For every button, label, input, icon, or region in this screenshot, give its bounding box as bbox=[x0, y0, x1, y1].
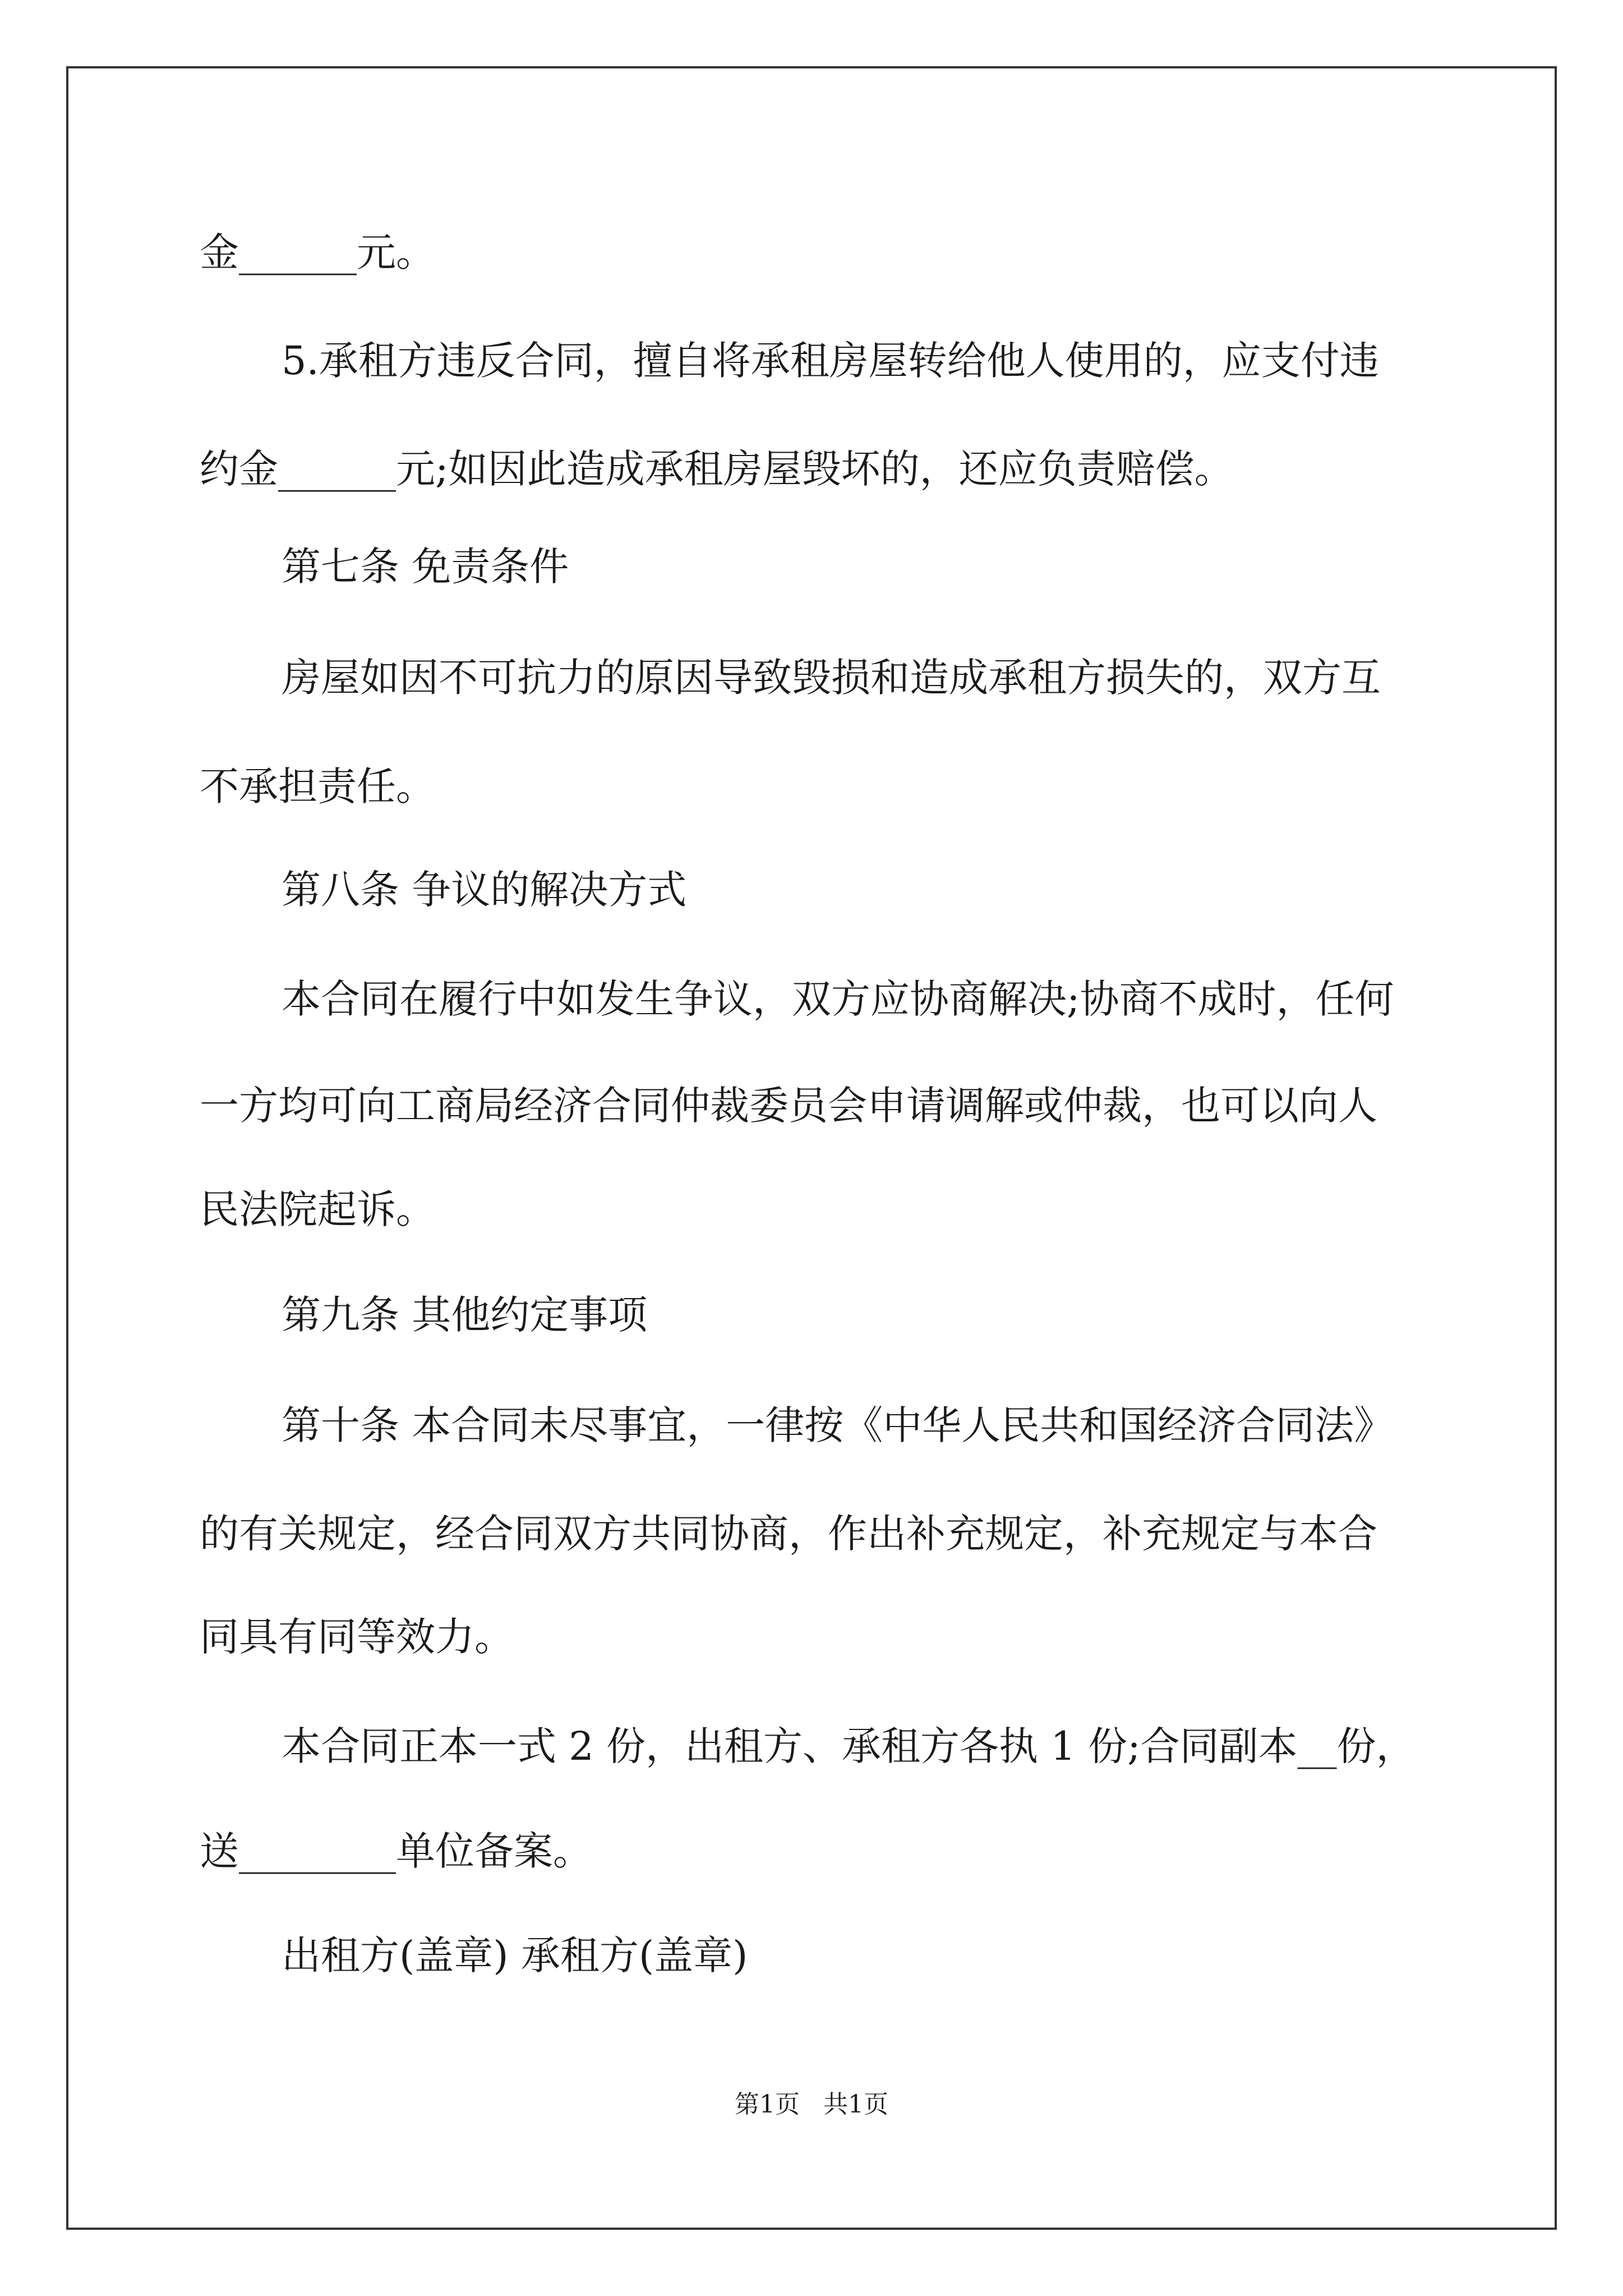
text-line: 约金______元;如因此造成承租房屋毁坏的，还应负责赔偿。 bbox=[200, 446, 1234, 492]
section-heading: 第七条 免责条件 bbox=[282, 544, 569, 590]
text-line: 一方均可向工商局经济合同仲裁委员会申请调解或仲裁，也可以向人 bbox=[200, 1083, 1377, 1129]
text-line: 本合同在履行中如发生争议，双方应协商解决;协商不成时，任何 bbox=[282, 976, 1394, 1022]
text-line: 5.承租方违反合同，擅自将承租房屋转给他人使用的，应支付违 bbox=[282, 338, 1379, 384]
text-line: 不承担责任。 bbox=[200, 763, 435, 809]
text-line: 同具有同等效力。 bbox=[200, 1614, 514, 1660]
signature-line: 出租方(盖章) 承租方(盖章) bbox=[282, 1932, 748, 1978]
page-footer: 第1页 共1页 bbox=[735, 2090, 888, 2119]
text-line: 送________单位备案。 bbox=[200, 1828, 592, 1874]
text-line: 的有关规定，经合同双方共同协商，作出补充规定，补充规定与本合 bbox=[200, 1511, 1377, 1557]
text-line: 第十条 本合同未尽事宜，一律按《中华人民共和国经济合同法》 bbox=[282, 1402, 1394, 1448]
text-line: 民法院起诉。 bbox=[200, 1186, 435, 1232]
page-border bbox=[66, 66, 1557, 2230]
text-line: 本合同正本一式 2 份，出租方、承租方各执 1 份;合同副本__份， bbox=[282, 1723, 1415, 1769]
text-line: 金______元。 bbox=[200, 229, 435, 275]
section-heading: 第九条 其他约定事项 bbox=[282, 1292, 648, 1338]
section-heading: 第八条 争议的解决方式 bbox=[282, 867, 687, 913]
text-line: 房屋如因不可抗力的原因导致毁损和造成承租方损失的，双方互 bbox=[282, 655, 1381, 701]
